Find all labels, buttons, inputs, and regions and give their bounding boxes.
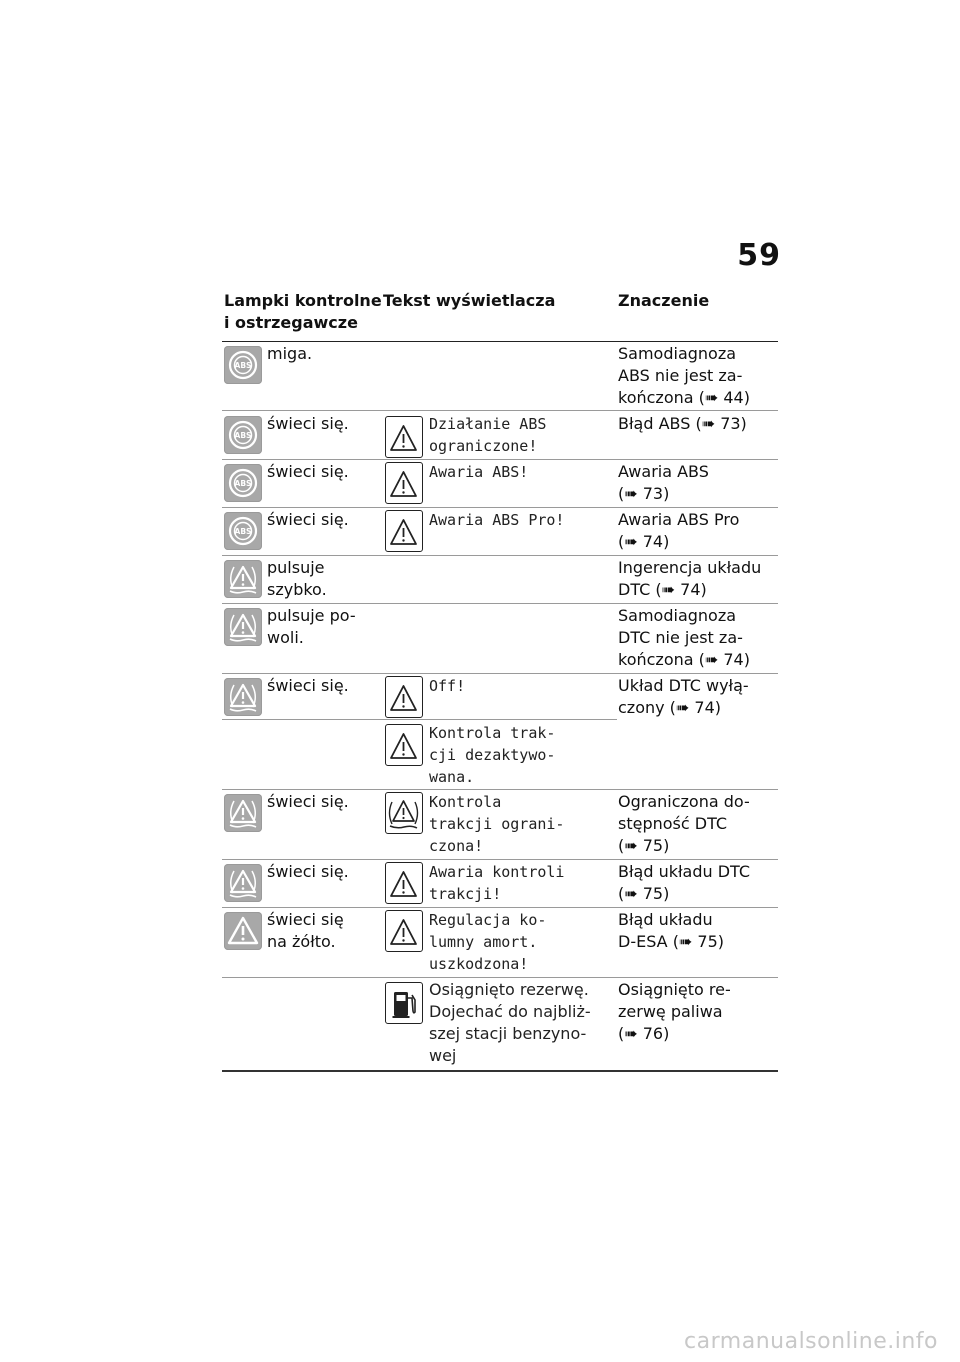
row-divider	[222, 459, 778, 460]
abs-warning-icon	[224, 416, 262, 454]
row-state: pulsuje szybko.	[267, 558, 327, 599]
row-divider	[222, 859, 778, 860]
row-state: świeci się.	[267, 676, 349, 695]
header-meaning: Znaczenie	[618, 291, 710, 310]
abs-warning-icon	[224, 512, 262, 550]
row-display-text: Regulacja ko- lumny amort. uszkodzona!	[429, 911, 547, 973]
row-divider	[222, 410, 778, 411]
row-display-text: Awaria ABS Pro!	[429, 511, 565, 529]
row-meaning: Błąd ABS (➠ 73)	[618, 414, 747, 433]
warning-triangle-icon	[385, 676, 423, 718]
dtc-warning-icon	[224, 794, 262, 832]
header-indicator-lights: Lampki kontrolne i ostrzegawcze	[224, 291, 382, 332]
row-meaning: Układ DTC wyłą- czony (➠ 74)	[618, 676, 749, 717]
watermark: carmanualsonline.info	[684, 1329, 938, 1354]
row-state: świeci się na żółto.	[267, 910, 344, 951]
row-display-text: Off!	[429, 677, 466, 695]
dtc-warning-icon	[224, 608, 262, 646]
row-meaning: Samodiagnoza ABS nie jest za- kończona (➠ 44)	[618, 344, 750, 407]
row-display-text: Kontrola trak- cji dezaktywo- wana.	[429, 724, 556, 786]
row-display-text: Osiągnięto rezerwę. Dojechać do najbliż- szej stacji benzyno- wej	[429, 980, 591, 1065]
header-rule	[222, 341, 778, 342]
row-state: świeci się.	[267, 510, 349, 529]
row-divider	[222, 789, 778, 790]
dtc-warning-icon	[224, 560, 262, 598]
row-meaning: Osiągnięto re- zerwę paliwa (➠ 76)	[618, 980, 731, 1043]
warning-triangle-icon	[385, 910, 423, 952]
header-display-text: Tekst wyświetlacza	[383, 291, 556, 310]
warning-triangle-icon	[385, 510, 423, 552]
row-meaning: Błąd układu DTC (➠ 75)	[618, 862, 751, 903]
row-display-text: Kontrola trakcji ograni- czona!	[429, 793, 565, 855]
row-divider	[222, 507, 778, 508]
row-state: miga.	[267, 344, 313, 363]
dtc-limited-icon	[385, 792, 423, 834]
row-divider	[222, 603, 778, 604]
row-display-text: Awaria ABS!	[429, 463, 529, 481]
warning-triangle-icon	[385, 724, 423, 766]
warning-triangle-icon	[385, 862, 423, 904]
abs-warning-icon	[224, 346, 262, 384]
row-display-text: Awaria kontroli trakcji!	[429, 863, 565, 903]
row-state: pulsuje po- woli.	[267, 606, 356, 647]
row-meaning: Samodiagnoza DTC nie jest za- kończona (➠ 74)	[618, 606, 750, 669]
row-meaning: Awaria ABS Pro (➠ 74)	[618, 510, 740, 551]
row-state: świeci się.	[267, 462, 349, 481]
row-state: świeci się.	[267, 414, 349, 433]
row-display-text: Działanie ABS ograniczone!	[429, 415, 547, 455]
row-meaning: Ograniczona do- stępność DTC (➠ 75)	[618, 792, 750, 855]
row-divider	[222, 555, 778, 556]
warning-triangle-icon	[385, 416, 423, 458]
row-divider	[222, 673, 778, 674]
row-meaning: Ingerencja układu DTC (➠ 74)	[618, 558, 762, 599]
general-warning-icon	[224, 912, 262, 950]
warning-triangle-icon	[385, 462, 423, 504]
abs-warning-icon	[224, 464, 262, 502]
row-meaning: Błąd układu D-ESA (➠ 75)	[618, 910, 725, 951]
row-meaning: Awaria ABS (➠ 73)	[618, 462, 709, 503]
row-state: świeci się.	[267, 862, 349, 881]
row-divider	[222, 719, 617, 720]
page-number: 59	[737, 238, 781, 273]
dtc-warning-icon	[224, 678, 262, 716]
row-divider	[222, 907, 778, 908]
row-state: świeci się.	[267, 792, 349, 811]
table-bottom-rule	[222, 1070, 778, 1072]
fuel-pump-icon	[385, 982, 423, 1024]
row-divider	[222, 977, 778, 978]
dtc-warning-icon	[224, 864, 262, 902]
